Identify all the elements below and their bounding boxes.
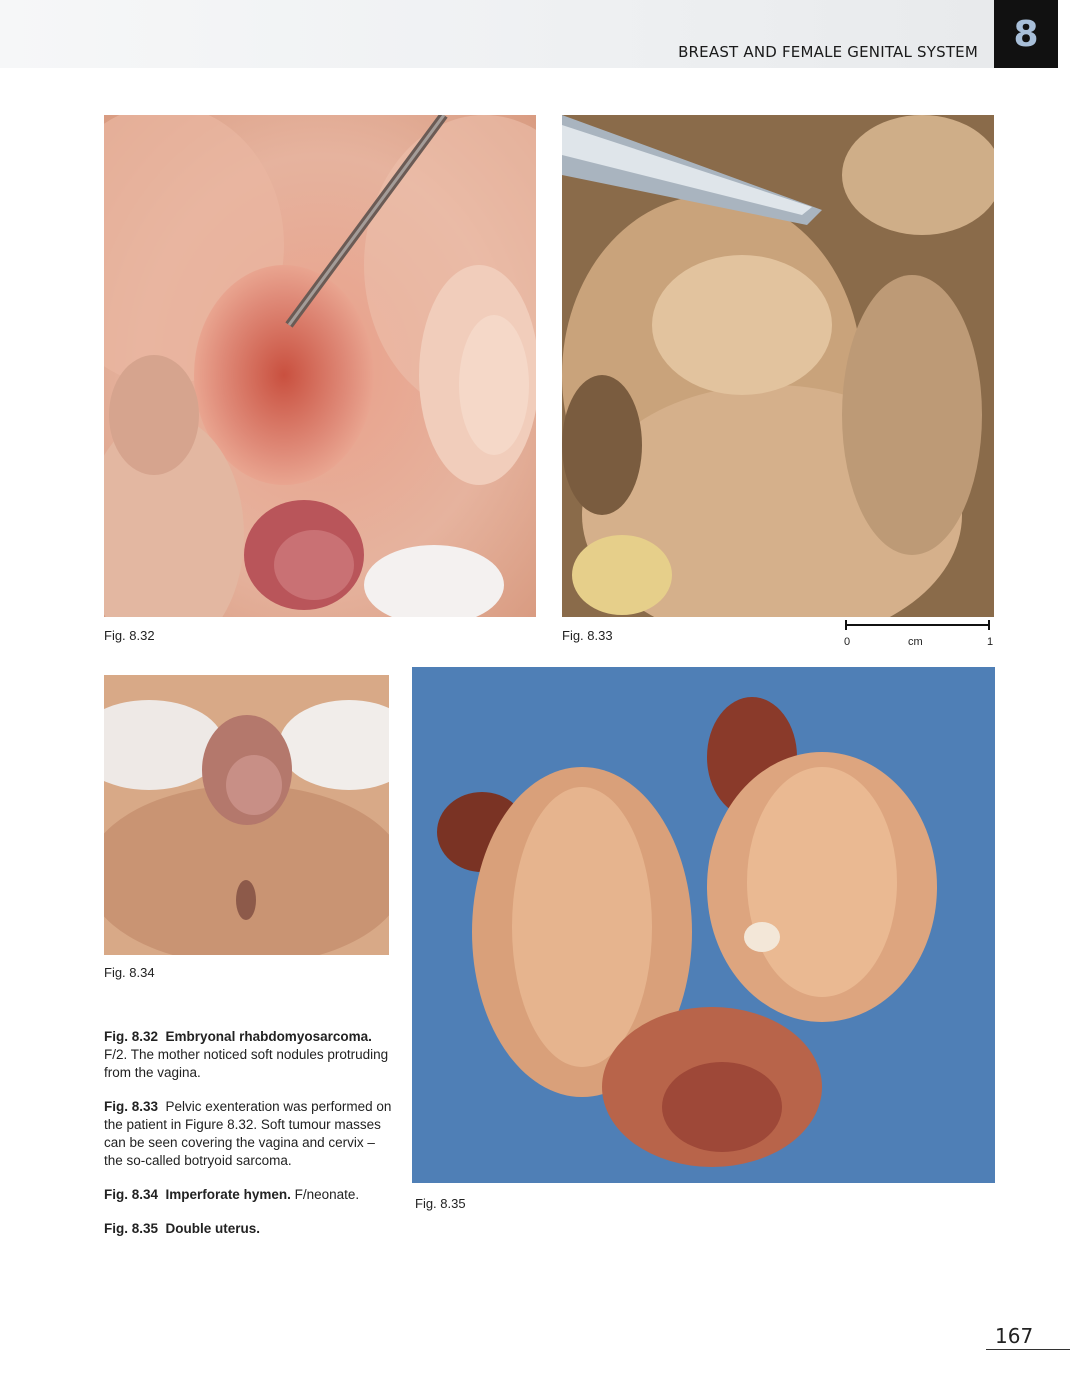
figure-8-32-label: Fig. 8.32 [104,628,155,643]
scale-bar [842,620,992,650]
caption-fig-8-33 [104,1098,394,1170]
page-number-rule [986,1349,1070,1350]
caption-ref: Fig. 8.33 [104,1099,159,1114]
caption-text: F/2. The mother noticed soft nodules protruding from the vagina. [104,1047,389,1080]
figure-8-34-photo [104,675,389,955]
caption-title: Embryonal rhabdomyosarcoma. [165,1029,372,1044]
figure-8-34-label: Fig. 8.34 [104,965,155,980]
chapter-tab [994,0,1058,68]
chapter-number: 8 [1013,13,1039,55]
caption-title: Imperforate hymen. [165,1187,291,1202]
figure-8-33-photo [562,115,994,617]
figure-8-35-photo [412,667,995,1183]
caption-text: F/neonate. [294,1187,360,1202]
scale-bar-line [846,624,990,626]
figure-8-35-label: Fig. 8.35 [415,1196,466,1211]
caption-fig-8-34 [104,1186,394,1204]
caption-ref: Fig. 8.32 [104,1029,159,1044]
caption-ref: Fig. 8.35 [104,1221,159,1236]
running-header-title: BREAST AND FEMALE GENITAL SYSTEM [678,43,978,61]
scale-bar-start-label: 0 [844,636,851,648]
scale-bar-tick-start [845,620,847,630]
scale-bar-tick-end [988,620,990,630]
page-number: 167 [995,1324,1034,1348]
scale-bar-end-label: 1 [987,636,994,648]
caption-text: Pelvic exenteration was performed on the patient in Figure 8.32. Soft tumour masses can be seen covering the vagina and cervix – the so-called botryoid sarcoma. [104,1099,392,1168]
caption-fig-8-32 [104,1028,394,1082]
figure-8-33-label: Fig. 8.33 [562,628,613,643]
figure-captions [104,1028,394,1254]
caption-ref: Fig. 8.34 [104,1187,159,1202]
figure-8-32-photo [104,115,536,617]
caption-fig-8-35 [104,1220,394,1238]
caption-title: Double uterus. [165,1221,261,1236]
scale-bar-unit-label: cm [908,636,923,648]
